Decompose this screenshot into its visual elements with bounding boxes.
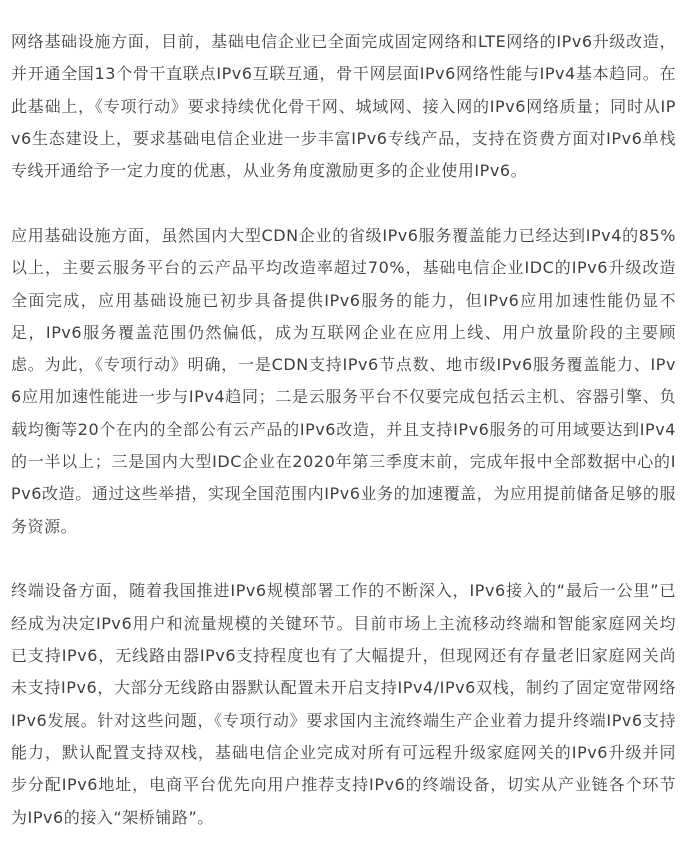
paragraph-network-infrastructure: 网络基础设施方面，目前，基础电信企业已全面完成固定网络和LTE网络的IPv6升级改造，并开通全国13个骨干直联点IPv6互联互通，骨干网层面IPv6网络性能与IPv4基本趋同。在此基础上，《专项行动》要求持续优化骨干网、城域网、接入网的IPv6网络质量；同时从IPv6生态建设上，要求基础电信企业进一步丰富IPv6专线产品，支持在资费方面对IPv6单栈专线开通给予一定力度的优惠，从业务角度激励更多的企业使用IPv6。 xyxy=(11,32,676,181)
paragraph-application-infrastructure: 应用基础设施方面，虽然国内大型CDN企业的省级IPv6服务覆盖能力已经达到IPv4的85%以上，主要云服务平台的云产品平均改造率超过70%，基础电信企业IDC的IPv6升级改造全面完成，应用基础设施已初步具备提供IPv6服务的能力，但IPv6应用加速性能仍显不足，IPv6服务覆盖范围仍然偏低，成为互联网企业在应用上线、用户放量阶段的主要顾虑。为此，《专项行动》明确，一是CDN支持IPv6节点数、地市级IPv6服务覆盖能力、IPv6应用加速性能进一步与IPv4趋同；二是云服务平台不仅要完成包括云主机、容器引擎、负载均衡等20个在内的全部公有云产品的IPv6改造，并且支持IPv6服务的可用域要达到IPv4的一半以上；三是国内大型IDC企业在2020年第三季度末前，完成年报中全部数据中心的IPv6改造。通过这些举措，实现全国范围内IPv6业务的加速覆盖，为应用提前储备足够的服务资源。 xyxy=(11,225,676,536)
paragraph-terminal-devices: 终端设备方面，随着我国推进IPv6规模部署工作的不断深入，IPv6接入的“最后一公里”已经成为决定IPv6用户和流量规模的关键环节。目前市场上主流移动终端和智能家庭网关均已支持IPv6，无线路由器IPv6支持程度也有了大幅提升，但现网还有存量老旧家庭网关尚未支持IPv6，大部分无线路由器默认配置未开启支持IPv4/IPv6双栈，制约了固定宽带网络IPv6发展。针对这些问题，《专项行动》要求国内主流终端生产企业着力提升终端IPv6支持能力，默认配置支持双栈，基础电信企业完成对所有可远程升级家庭网关的IPv6升级并同步分配IPv6地址，电商平台优先向用户推荐支持IPv6的终端设备，切实从产业链各个环节为IPv6的接入“架桥铺路”。 xyxy=(11,581,676,827)
